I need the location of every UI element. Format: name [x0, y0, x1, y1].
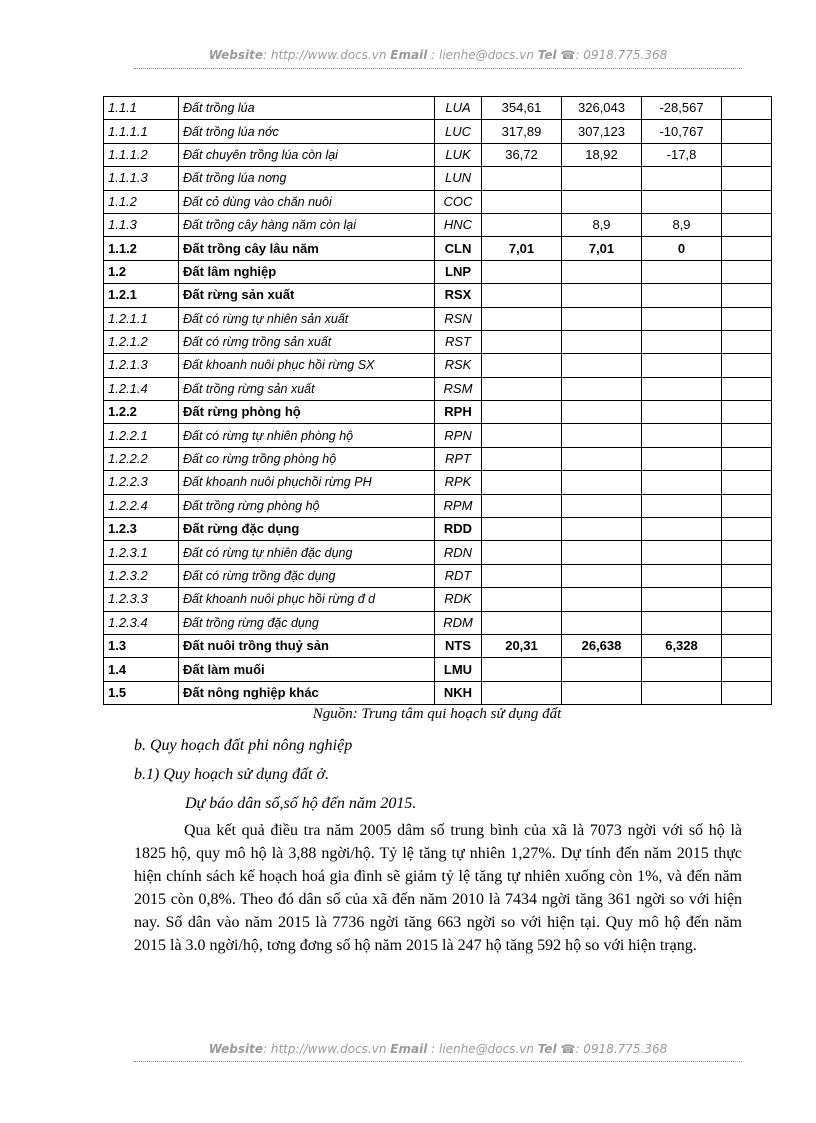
row-land-type: Đất cỏ dùng vào chăn nuôi: [179, 190, 435, 213]
row-code: 1.2.1.2: [104, 330, 179, 353]
row-land-type: Đất rừng phòng hộ: [179, 401, 435, 424]
row-symbol: RPK: [435, 471, 482, 494]
row-value-change: [642, 564, 722, 587]
row-value-planned: [562, 494, 642, 517]
table-row: [104, 471, 772, 494]
row-code: 1.2.3.3: [104, 588, 179, 611]
row-code: 1.1.1.2: [104, 143, 179, 166]
row-note: [722, 611, 772, 634]
row-value-change: [642, 541, 722, 564]
row-land-type: Đất trồng cây hàng năm còn lại: [179, 213, 435, 236]
row-note: [722, 354, 772, 377]
row-code: 1.2.3.2: [104, 564, 179, 587]
row-land-type: Đất rừng sản xuất: [179, 284, 435, 307]
row-note: [722, 447, 772, 470]
row-value-change: 6,328: [642, 634, 722, 657]
table-row: [104, 377, 772, 400]
row-value-planned: [562, 658, 642, 681]
footer-tel-label: Tel: [537, 1042, 557, 1056]
row-note: [722, 588, 772, 611]
row-symbol: RSK: [435, 354, 482, 377]
row-code: 1.2: [104, 260, 179, 283]
row-code: 1.2.1.4: [104, 377, 179, 400]
row-note: [722, 330, 772, 353]
table-row: [104, 424, 772, 447]
header-tel-label: Tel: [537, 48, 557, 62]
row-code: 1.2.2.2: [104, 447, 179, 470]
row-land-type: Đất có rừng tự nhiên đặc dụng: [179, 541, 435, 564]
row-value-change: [642, 424, 722, 447]
row-symbol: LUC: [435, 120, 482, 143]
row-value-change: [642, 307, 722, 330]
row-value-planned: [562, 541, 642, 564]
row-value-planned: [562, 260, 642, 283]
row-note: [722, 213, 772, 236]
row-value-planned: [562, 471, 642, 494]
row-code: 1.2.3.1: [104, 541, 179, 564]
row-code: 1.1.1: [104, 97, 179, 120]
header-email-label: Email: [390, 48, 428, 62]
table-row: [104, 167, 772, 190]
row-value-current: [482, 330, 562, 353]
row-value-planned: 326,043: [562, 97, 642, 120]
table-row: [104, 284, 772, 307]
row-symbol: NTS: [435, 634, 482, 657]
table-row: [104, 541, 772, 564]
population-paragraph: [134, 820, 742, 957]
page-header: [134, 48, 742, 62]
row-code: 1.2.1.1: [104, 307, 179, 330]
row-note: [722, 658, 772, 681]
footer-website-url[interactable]: : http://www.docs.vn: [263, 1042, 391, 1056]
row-value-change: [642, 447, 722, 470]
row-note: [722, 237, 772, 260]
row-value-change: [642, 284, 722, 307]
table-row: [104, 658, 772, 681]
row-code: 1.1.1.1: [104, 120, 179, 143]
row-value-change: [642, 611, 722, 634]
row-value-planned: [562, 681, 642, 704]
row-value-change: 8,9: [642, 213, 722, 236]
row-value-change: -10,767: [642, 120, 722, 143]
heading-non-agricultural: b. Quy hoạch đất phi nông nghiệp: [134, 737, 353, 754]
row-note: [722, 284, 772, 307]
table-row: [104, 213, 772, 236]
row-symbol: NKH: [435, 681, 482, 704]
row-symbol: RDM: [435, 611, 482, 634]
row-land-type: Đất nuôi trồng thuỷ sản: [179, 634, 435, 657]
row-land-type: Đất trồng rừng sản xuất: [179, 377, 435, 400]
row-note: [722, 541, 772, 564]
row-land-type: Đất có rừng tự nhiên phòng hộ: [179, 424, 435, 447]
row-value-current: [482, 447, 562, 470]
row-value-planned: [562, 190, 642, 213]
row-note: [722, 681, 772, 704]
row-note: [722, 190, 772, 213]
row-note: [722, 494, 772, 517]
row-value-current: [482, 494, 562, 517]
row-code: 1.1.1.3: [104, 167, 179, 190]
row-symbol: LUA: [435, 97, 482, 120]
row-code: 1.2.1: [104, 284, 179, 307]
paragraph-text: Qua kết quả điều tra năm 2005 dâm số trung bình của xã là 7073 ngời với số hộ là 1825 hộ, quy mô hộ là 3,88 ngời/hộ. Tỷ lệ tăng tự nhiên 1,27%. Dự tính đến năm 2015 thực hiện chính sách kế hoạch hoá gia đình sẽ giảm tỷ lệ tăng tự nhiên xuống còn 1%, và đến năm 2015 còn 0,8%. Theo đó dân số của xã đến năm 2010 là 7434 ngời tăng 361 ngời so với hiện nay. Số dân vào năm 2015 là 7736 ngời tăng 663 ngời so với hiện tại. Quy mô hộ đến năm 2015 là 3.0 ngời/hộ, tơng đơng số hộ năm 2015 là 247 hộ tăng 592 hộ so với hiện trạng.: [134, 822, 742, 954]
row-land-type: Đất nông nghiệp khác: [179, 681, 435, 704]
row-land-type: Đất khoanh nuôi phục hồi rừng SX: [179, 354, 435, 377]
row-value-planned: 8,9: [562, 213, 642, 236]
row-value-current: [482, 401, 562, 424]
row-value-change: [642, 330, 722, 353]
row-value-current: [482, 518, 562, 541]
row-value-current: [482, 213, 562, 236]
row-value-planned: [562, 354, 642, 377]
row-note: [722, 424, 772, 447]
row-code: 1.2.2.1: [104, 424, 179, 447]
row-code: 1.5: [104, 681, 179, 704]
page-footer: [134, 1042, 742, 1056]
row-value-change: -28,567: [642, 97, 722, 120]
row-symbol: HNC: [435, 213, 482, 236]
row-value-current: [482, 471, 562, 494]
row-symbol: LUK: [435, 143, 482, 166]
row-value-planned: [562, 518, 642, 541]
row-value-planned: [562, 564, 642, 587]
header-divider: [134, 68, 742, 69]
row-value-current: [482, 424, 562, 447]
row-code: 1.1.2: [104, 190, 179, 213]
row-note: [722, 471, 772, 494]
footer-divider: [134, 1061, 742, 1062]
row-value-current: [482, 377, 562, 400]
row-value-planned: 7,01: [562, 237, 642, 260]
row-symbol: LNP: [435, 260, 482, 283]
row-value-current: [482, 190, 562, 213]
heading-residential-land: b.1) Quy hoạch sử dụng đất ở.: [134, 766, 330, 783]
row-value-current: 20,31: [482, 634, 562, 657]
row-value-change: [642, 401, 722, 424]
row-value-change: [642, 494, 722, 517]
row-code: 1.2.2.4: [104, 494, 179, 517]
row-land-type: Đất lâm nghiệp: [179, 260, 435, 283]
row-value-change: [642, 588, 722, 611]
row-value-current: [482, 611, 562, 634]
row-value-current: 36,72: [482, 143, 562, 166]
row-value-change: [642, 167, 722, 190]
row-value-current: [482, 307, 562, 330]
row-land-type: Đất khoanh nuôi phục hồi rừng đ d: [179, 588, 435, 611]
table-row: [104, 588, 772, 611]
row-value-planned: [562, 307, 642, 330]
row-code: 1.1.3: [104, 213, 179, 236]
row-symbol: RSX: [435, 284, 482, 307]
footer-email-label: Email: [390, 1042, 428, 1056]
header-website-url[interactable]: : http://www.docs.vn: [263, 48, 391, 62]
row-symbol: RDD: [435, 518, 482, 541]
row-value-current: [482, 354, 562, 377]
row-value-current: 354,61: [482, 97, 562, 120]
row-value-planned: [562, 284, 642, 307]
row-value-planned: 26,638: [562, 634, 642, 657]
row-note: [722, 564, 772, 587]
row-code: 1.3: [104, 634, 179, 657]
footer-website-label: Website: [208, 1042, 264, 1056]
row-note: [722, 97, 772, 120]
header-tel-value: : 0918.775.368: [575, 48, 668, 62]
phone-icon: ☎: [560, 1042, 576, 1056]
table-row: [104, 564, 772, 587]
row-value-planned: [562, 424, 642, 447]
row-land-type: Đất rừng đặc dụng: [179, 518, 435, 541]
row-value-planned: [562, 377, 642, 400]
phone-icon: ☎: [560, 48, 576, 62]
table-row: [104, 307, 772, 330]
table-row: [104, 494, 772, 517]
row-value-current: 7,01: [482, 237, 562, 260]
row-land-type: Đất trồng lúa nớc: [179, 120, 435, 143]
table-row: [104, 237, 772, 260]
row-value-planned: [562, 588, 642, 611]
land-use-table: [103, 96, 772, 705]
header-website-label: Website: [208, 48, 264, 62]
row-land-type: Đất co rừng trồng phòng hộ: [179, 447, 435, 470]
row-value-current: [482, 260, 562, 283]
table-row: [104, 447, 772, 470]
table-row: [104, 190, 772, 213]
row-value-planned: [562, 330, 642, 353]
row-value-change: [642, 471, 722, 494]
row-value-change: [642, 658, 722, 681]
row-symbol: RDN: [435, 541, 482, 564]
heading-population-forecast: Dự báo dân số,số hộ đến năm 2015.: [185, 795, 417, 812]
table-row: [104, 681, 772, 704]
row-value-change: 0: [642, 237, 722, 260]
row-land-type: Đất làm muối: [179, 658, 435, 681]
row-note: [722, 260, 772, 283]
row-symbol: RST: [435, 330, 482, 353]
row-value-planned: [562, 447, 642, 470]
row-land-type: Đất trồng rừng phòng hộ: [179, 494, 435, 517]
table-row: [104, 330, 772, 353]
table-row: [104, 611, 772, 634]
row-value-current: [482, 284, 562, 307]
row-note: [722, 401, 772, 424]
row-land-type: Đất khoanh nuôi phụchồi rừng PH: [179, 471, 435, 494]
table-row: [104, 401, 772, 424]
row-land-type: Đất chuyên trồng lúa còn lại: [179, 143, 435, 166]
row-code: 1.2.3: [104, 518, 179, 541]
row-value-change: [642, 354, 722, 377]
row-value-planned: [562, 401, 642, 424]
row-code: 1.2.3.4: [104, 611, 179, 634]
row-land-type: Đất trồng cây lâu năm: [179, 237, 435, 260]
table-row: [104, 518, 772, 541]
row-value-planned: [562, 611, 642, 634]
row-note: [722, 377, 772, 400]
row-land-type: Đất có rừng trồng sản xuất: [179, 330, 435, 353]
row-symbol: RPN: [435, 424, 482, 447]
table-row: [104, 260, 772, 283]
row-value-current: [482, 167, 562, 190]
row-symbol: RPT: [435, 447, 482, 470]
row-value-current: 317,89: [482, 120, 562, 143]
land-use-table-body: [104, 97, 772, 705]
row-land-type: Đất trồng lúa: [179, 97, 435, 120]
row-code: 1.1.2: [104, 237, 179, 260]
row-land-type: Đất có rừng trồng đặc dụng: [179, 564, 435, 587]
row-note: [722, 518, 772, 541]
row-value-change: [642, 190, 722, 213]
row-land-type: Đất trồng rừng đặc dụng: [179, 611, 435, 634]
row-symbol: RPH: [435, 401, 482, 424]
table-row: [104, 120, 772, 143]
table-row: [104, 354, 772, 377]
row-note: [722, 120, 772, 143]
row-symbol: RDK: [435, 588, 482, 611]
row-land-type: Đất trồng lúa nơng: [179, 167, 435, 190]
row-note: [722, 307, 772, 330]
row-value-change: -17,8: [642, 143, 722, 166]
table-row: [104, 97, 772, 120]
source-note: Nguồn: Trung tâm qui hoạch sử dụng đất: [312, 706, 562, 722]
row-symbol: CLN: [435, 237, 482, 260]
row-symbol: RPM: [435, 494, 482, 517]
row-value-planned: 18,92: [562, 143, 642, 166]
row-value-current: [482, 681, 562, 704]
row-code: 1.2.1.3: [104, 354, 179, 377]
row-symbol: LUN: [435, 167, 482, 190]
table-row: [104, 634, 772, 657]
row-value-current: [482, 541, 562, 564]
header-email-value[interactable]: : lienhe@docs.vn: [427, 48, 538, 62]
row-value-change: [642, 681, 722, 704]
table-row: [104, 143, 772, 166]
row-value-current: [482, 588, 562, 611]
footer-email-value[interactable]: : lienhe@docs.vn: [427, 1042, 538, 1056]
row-symbol: LMU: [435, 658, 482, 681]
row-symbol: RSM: [435, 377, 482, 400]
row-code: 1.4: [104, 658, 179, 681]
row-symbol: COC: [435, 190, 482, 213]
row-note: [722, 634, 772, 657]
row-value-change: [642, 518, 722, 541]
row-note: [722, 167, 772, 190]
row-note: [722, 143, 772, 166]
row-symbol: RDT: [435, 564, 482, 587]
row-value-change: [642, 377, 722, 400]
row-value-current: [482, 564, 562, 587]
row-value-planned: 307,123: [562, 120, 642, 143]
row-value-change: [642, 260, 722, 283]
row-value-planned: [562, 167, 642, 190]
row-land-type: Đất có rừng tự nhiên sản xuất: [179, 307, 435, 330]
row-value-current: [482, 658, 562, 681]
row-code: 1.2.2: [104, 401, 179, 424]
footer-tel-value: : 0918.775.368: [575, 1042, 668, 1056]
row-symbol: RSN: [435, 307, 482, 330]
row-code: 1.2.2.3: [104, 471, 179, 494]
